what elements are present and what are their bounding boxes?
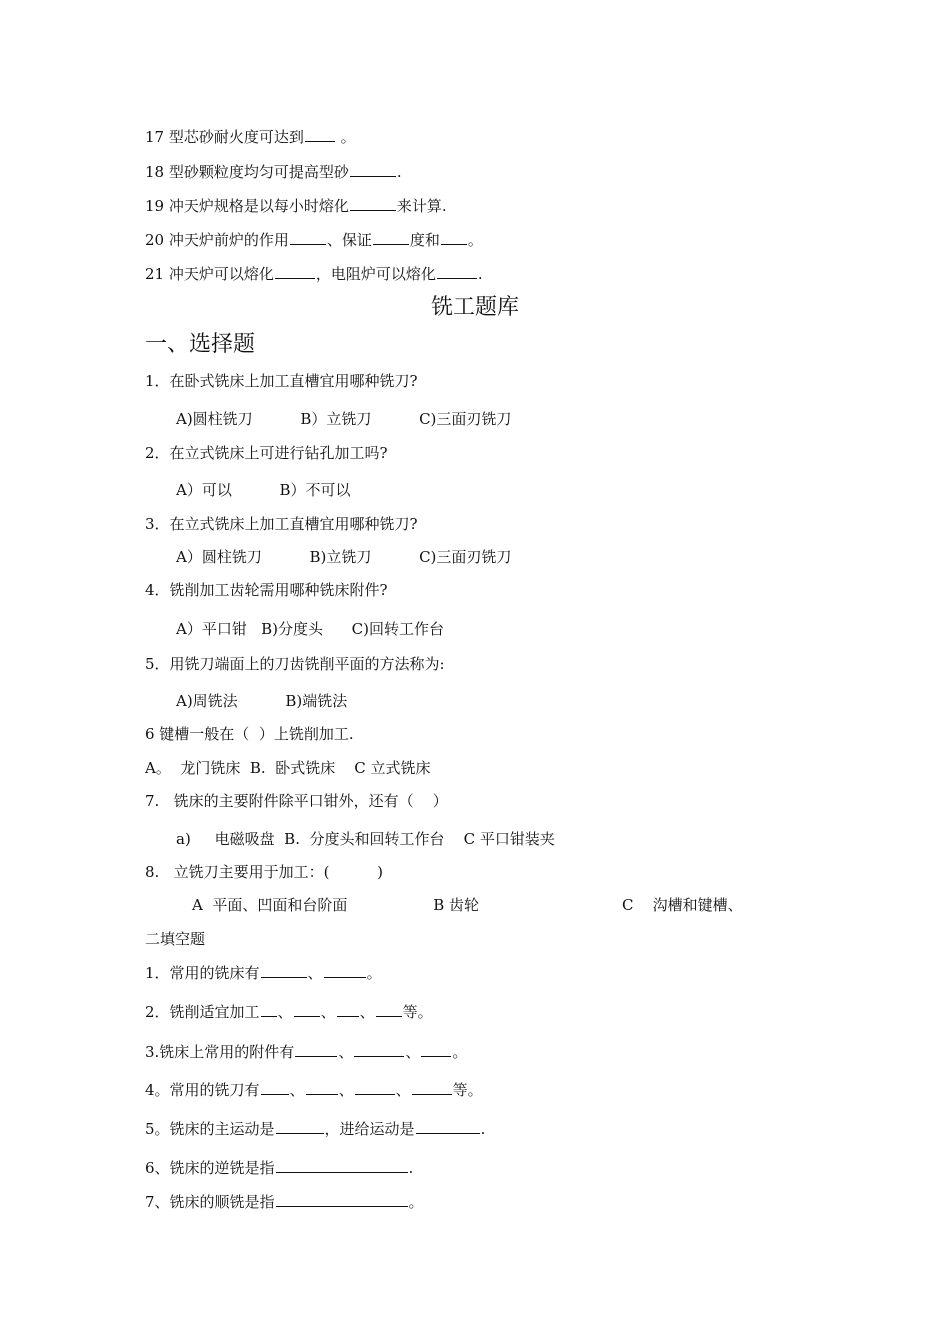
blank: [290, 229, 326, 245]
fill-question-6: 6、铣床的逆铣是指 .: [145, 1159, 414, 1177]
choice-options-5: A)周铣法 B)端铣法: [176, 692, 348, 710]
choice-options-7: a) 电磁吸盘 B. 分度头和回转工作台 C 平口钳装夹: [176, 830, 555, 848]
blank: [373, 229, 409, 245]
blank: [350, 161, 396, 177]
question-19: 19 冲天炉规格是以每小时熔化 来计算.: [145, 197, 447, 215]
blank: [261, 962, 307, 978]
fill-question-1: 1．常用的铣床有 、 。: [145, 964, 382, 982]
choice-question-8: 8. 立铣刀主要用于加工：( ): [145, 863, 384, 881]
section-heading-fill: 二填空题: [145, 930, 206, 948]
fill-question-5: 5。铣床的主运动是 ，进给运动是 .: [145, 1120, 486, 1138]
choice-question-3: 3．在立式铣床上加工直槽宜用哪种铣刀?: [145, 515, 418, 533]
blank: [350, 195, 396, 211]
blank: [275, 263, 315, 279]
page-title: 铣工题库: [430, 295, 519, 320]
blank: [324, 962, 366, 978]
blank: [441, 229, 467, 245]
blank: [276, 1157, 408, 1173]
blank: [276, 1118, 324, 1134]
section-heading-choice: 一、选择题: [145, 332, 256, 357]
choice-question-6: 6 键槽一般在（ ）上铣削加工.: [145, 725, 354, 743]
choice-question-7: 7. 铣床的主要附件除平口钳外，还有（ ）: [145, 792, 448, 810]
blank: [437, 263, 477, 279]
blank: [354, 1041, 404, 1057]
question-20: 20 冲天炉前炉的作用 、保证 度和 。: [145, 231, 483, 249]
blank: [261, 1079, 289, 1095]
choice-question-2: 2．在立式铣床上可进行钻孔加工吗?: [145, 444, 388, 462]
choice-options-3: A）圆柱铣刀 B)立铣刀 C)三面刃铣刀: [176, 548, 512, 566]
blank: [337, 1001, 359, 1017]
choice-options-4: A）平口钳 B)分度头 C)回转工作台: [176, 620, 444, 638]
blank: [276, 1191, 408, 1207]
fill-question-4: 4。常用的铣刀有 、 、 、 等。: [145, 1081, 483, 1099]
fill-question-7: 7、铣床的顺铣是指 。: [145, 1193, 424, 1211]
choice-options-6: A。 龙门铣床 B. 卧式铣床 C 立式铣床: [145, 759, 431, 777]
question-18: 18 型砂颗粒度均匀可提高型砂 .: [145, 163, 402, 181]
choice-question-4: 4．铣削加工齿轮需用哪种铣床附件?: [145, 581, 388, 599]
blank: [294, 1001, 320, 1017]
fill-question-3: 3.铣床上常用的附件有 、 、 。: [145, 1043, 468, 1061]
blank: [412, 1079, 452, 1095]
choice-options-2: A）可以 B）不可以: [176, 481, 351, 499]
blank: [306, 1079, 338, 1095]
choice-question-5: 5．用铣刀端面上的刀齿铣削平面的方法称为:: [145, 655, 445, 673]
blank: [421, 1041, 451, 1057]
choice-options-8: A 平面、凹面和台阶面 B 齿轮 C 沟槽和键槽、: [192, 896, 743, 914]
blank: [376, 1001, 402, 1017]
choice-question-1: 1．在卧式铣床上加工直槽宜用哪种铣刀?: [145, 372, 418, 390]
choice-options-1: A)圆柱铣刀 B）立铣刀 C)三面刃铣刀: [176, 410, 512, 428]
blank: [416, 1118, 480, 1134]
blank: [355, 1079, 395, 1095]
blank: [295, 1041, 337, 1057]
fill-question-2: 2．铣削适宜加工 、 、 、 等。: [145, 1003, 433, 1021]
question-21: 21 冲天炉可以熔化 ，电阻炉可以熔化 .: [145, 265, 483, 283]
blank: [305, 126, 335, 142]
question-17: 17 型芯砂耐火度可达到 。: [145, 128, 356, 146]
blank: [261, 1001, 277, 1017]
